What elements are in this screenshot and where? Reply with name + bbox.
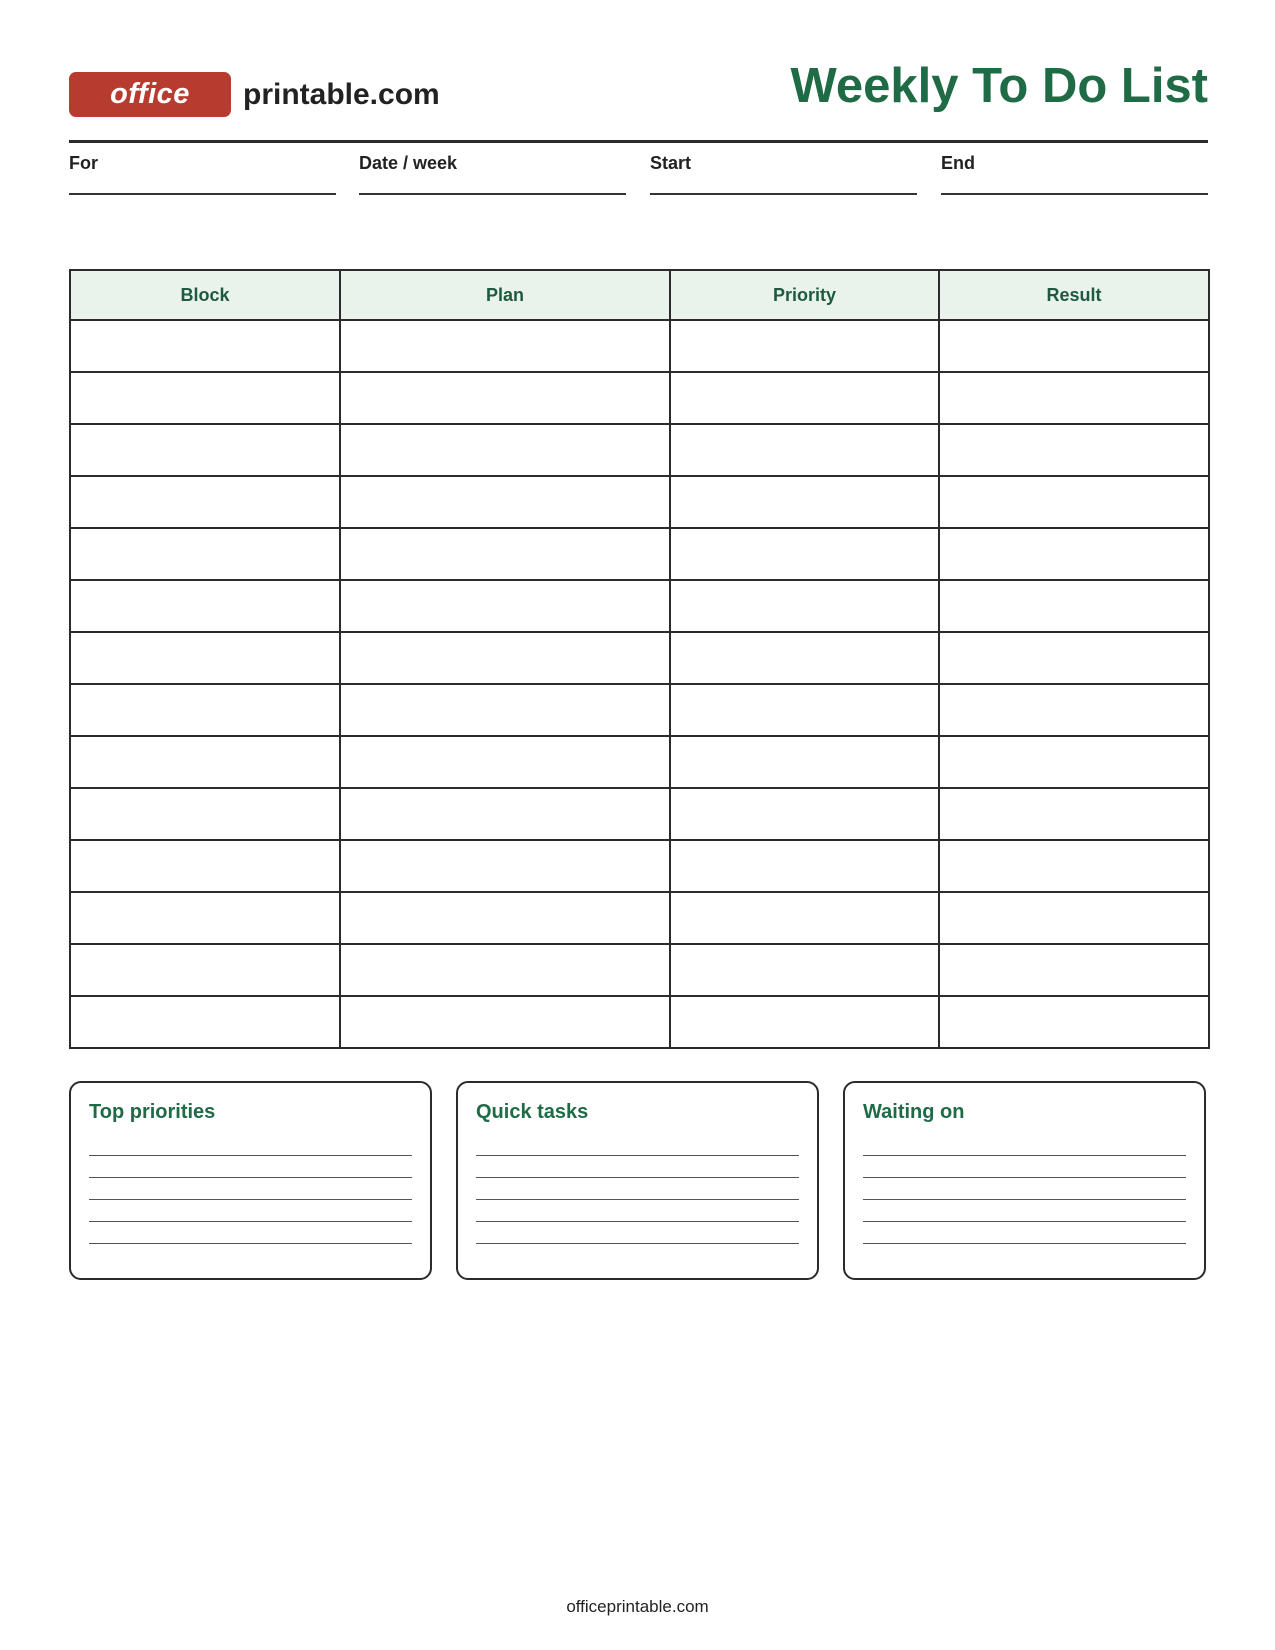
table-header-row: [70, 270, 1209, 320]
table-cell-plan[interactable]: [340, 476, 670, 528]
table-cell-result[interactable]: [939, 424, 1209, 476]
field-start-label: Start: [650, 153, 692, 173]
table-cell-block[interactable]: [70, 840, 340, 892]
table-cell-result[interactable]: [939, 580, 1209, 632]
logo-badge: office: [69, 72, 231, 117]
table-cell-plan[interactable]: [340, 684, 670, 736]
table-cell-result[interactable]: [939, 944, 1209, 996]
footer-url: officeprintable.com: [566, 1597, 709, 1616]
table-cell-priority[interactable]: [670, 476, 939, 528]
quick-tasks-title: Quick tasks: [476, 1101, 589, 1123]
writing-line[interactable]: [476, 1177, 799, 1178]
writing-line[interactable]: [89, 1155, 412, 1156]
writing-line[interactable]: [476, 1199, 799, 1200]
field-start[interactable]: [650, 150, 917, 195]
waiting-on-box[interactable]: [843, 1081, 1206, 1280]
table-row: [70, 424, 1209, 476]
table-row: [70, 320, 1209, 372]
table-cell-plan[interactable]: [340, 736, 670, 788]
top-priorities-title: Top priorities: [89, 1101, 216, 1123]
table-row: [70, 840, 1209, 892]
table-cell-priority[interactable]: [670, 944, 939, 996]
table-row: [70, 372, 1209, 424]
field-end-label: End: [941, 153, 975, 173]
table-cell-block[interactable]: [70, 996, 340, 1048]
writing-line[interactable]: [89, 1221, 412, 1222]
table-cell-plan[interactable]: [340, 788, 670, 840]
writing-line[interactable]: [89, 1243, 412, 1244]
table-cell-block[interactable]: [70, 476, 340, 528]
table-cell-priority[interactable]: [670, 736, 939, 788]
writing-line[interactable]: [476, 1243, 799, 1244]
table-cell-plan[interactable]: [340, 892, 670, 944]
table-cell-priority[interactable]: [670, 684, 939, 736]
table-cell-plan[interactable]: [340, 840, 670, 892]
table-cell-block[interactable]: [70, 944, 340, 996]
table-cell-block[interactable]: [70, 580, 340, 632]
writing-line[interactable]: [863, 1199, 1186, 1200]
writing-line[interactable]: [863, 1243, 1186, 1244]
page-title: Weekly To Do List: [790, 59, 1208, 113]
writing-line[interactable]: [89, 1177, 412, 1178]
table-cell-priority[interactable]: [670, 372, 939, 424]
table-row: [70, 476, 1209, 528]
field-for[interactable]: [69, 150, 336, 195]
table-cell-priority[interactable]: [670, 788, 939, 840]
table-cell-priority[interactable]: [670, 320, 939, 372]
writing-line[interactable]: [863, 1177, 1186, 1178]
table-cell-plan[interactable]: [340, 372, 670, 424]
table-row: [70, 892, 1209, 944]
table-cell-result[interactable]: [939, 892, 1209, 944]
table-cell-priority[interactable]: [670, 580, 939, 632]
field-end[interactable]: [941, 150, 1208, 195]
writing-line[interactable]: [476, 1221, 799, 1222]
writing-line[interactable]: [863, 1221, 1186, 1222]
table-row: [70, 632, 1209, 684]
table-row: [70, 944, 1209, 996]
table-cell-priority[interactable]: [670, 424, 939, 476]
table-row: [70, 788, 1209, 840]
logo-text: printable.com: [243, 78, 440, 111]
table-cell-block[interactable]: [70, 736, 340, 788]
table-row: [70, 528, 1209, 580]
writing-line[interactable]: [863, 1155, 1186, 1156]
table-cell-result[interactable]: [939, 372, 1209, 424]
table-cell-result[interactable]: [939, 528, 1209, 580]
table-cell-block[interactable]: [70, 424, 340, 476]
table-cell-result[interactable]: [939, 476, 1209, 528]
table-cell-block[interactable]: [70, 632, 340, 684]
table-cell-result[interactable]: [939, 788, 1209, 840]
table-cell-plan[interactable]: [340, 320, 670, 372]
table-cell-plan[interactable]: [340, 580, 670, 632]
writing-line[interactable]: [476, 1155, 799, 1156]
table-row: [70, 684, 1209, 736]
table-cell-plan[interactable]: [340, 424, 670, 476]
table-cell-block[interactable]: [70, 528, 340, 580]
table-cell-result[interactable]: [939, 996, 1209, 1048]
table-cell-plan[interactable]: [340, 944, 670, 996]
table-row: [70, 996, 1209, 1048]
table-body: [70, 320, 1209, 1048]
field-for-label: For: [69, 153, 98, 173]
table-cell-priority[interactable]: [670, 632, 939, 684]
table-cell-result[interactable]: [939, 632, 1209, 684]
waiting-on-title: Waiting on: [863, 1101, 965, 1123]
table-cell-priority[interactable]: [670, 528, 939, 580]
table-cell-plan[interactable]: [340, 528, 670, 580]
field-date-week[interactable]: [359, 150, 626, 195]
table-cell-block[interactable]: [70, 788, 340, 840]
table-cell-block[interactable]: [70, 320, 340, 372]
table-cell-plan[interactable]: [340, 632, 670, 684]
table-cell-result[interactable]: [939, 684, 1209, 736]
table-cell-result[interactable]: [939, 840, 1209, 892]
table-cell-block[interactable]: [70, 684, 340, 736]
column-header-plan: Plan: [340, 270, 670, 320]
table-cell-result[interactable]: [939, 320, 1209, 372]
table-cell-result[interactable]: [939, 736, 1209, 788]
quick-tasks-box[interactable]: [456, 1081, 819, 1280]
column-header-block: Block: [70, 270, 340, 320]
todo-table: [69, 269, 1210, 1049]
table-row: [70, 736, 1209, 788]
table-cell-block[interactable]: [70, 372, 340, 424]
column-header-priority: Priority: [670, 270, 939, 320]
top-priorities-box[interactable]: [69, 1081, 432, 1280]
field-date-week-label: Date / week: [359, 153, 458, 173]
header-divider: [69, 140, 1208, 143]
table-cell-priority[interactable]: [670, 892, 939, 944]
table-cell-priority[interactable]: [670, 996, 939, 1048]
table-cell-block[interactable]: [70, 892, 340, 944]
table-cell-priority[interactable]: [670, 840, 939, 892]
column-header-result: Result: [939, 270, 1209, 320]
table-cell-plan[interactable]: [340, 996, 670, 1048]
writing-line[interactable]: [89, 1199, 412, 1200]
table-row: [70, 580, 1209, 632]
